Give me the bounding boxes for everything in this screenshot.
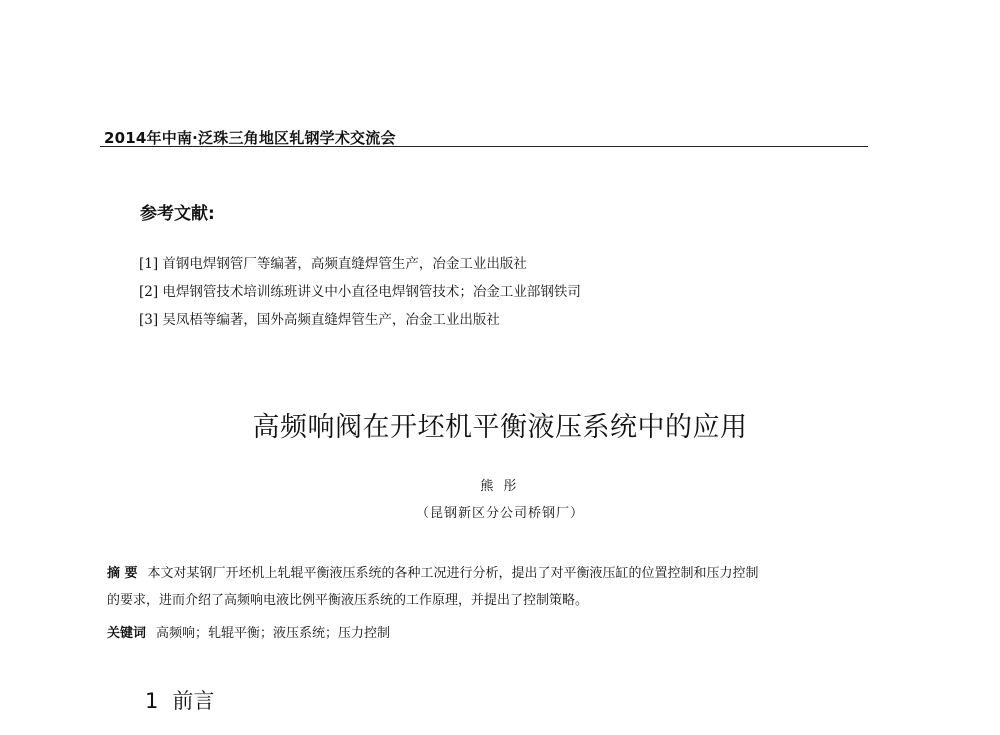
reference-item-2: [2] 电焊钢管技术培训练班讲义中小直径电焊钢管技术；冶金工业部钢铁司 <box>139 284 581 300</box>
author: 熊 彤 <box>480 479 520 494</box>
keywords-text: 高频响；轧辊平衡；液压系统；压力控制 <box>156 626 391 641</box>
references-heading: 参考文献: <box>140 204 215 224</box>
header-rule <box>100 146 868 147</box>
abstract-line-1 <box>107 560 877 587</box>
abstract-label: 摘 要 <box>107 566 138 581</box>
abstract <box>107 560 877 614</box>
running-header: 2014年中南·泛珠三角地区轧钢学术交流会 <box>104 129 396 147</box>
affiliation: （昆钢新区分公司桥钢厂） <box>415 506 584 521</box>
keywords <box>107 622 390 641</box>
section-number: 1 <box>145 689 159 713</box>
reference-item-3: [3] 吴凤梧等编著，国外高频直缝焊管生产，冶金工业出版社 <box>139 312 500 328</box>
keywords-label: 关键词 <box>107 626 147 641</box>
abstract-text-1: 本文对某钢厂开坯机上轧辊平衡液压系统的各种工况进行分析，提出了对平衡液压缸的位置控制和压力控制 <box>147 566 759 581</box>
section-title: 前言 <box>172 689 215 713</box>
reference-item-1: [1] 首钢电焊钢管厂等编著，高频直缝焊管生产，冶金工业出版社 <box>139 256 527 272</box>
references-list <box>139 250 581 334</box>
paper-title: 高频响阀在开坯机平衡液压系统中的应用 <box>252 412 748 443</box>
section-heading <box>145 685 214 715</box>
abstract-line-2: 的要求，进而介绍了高频响电液比例平衡液压系统的工作原理，并提出了控制策略。 <box>107 593 589 608</box>
